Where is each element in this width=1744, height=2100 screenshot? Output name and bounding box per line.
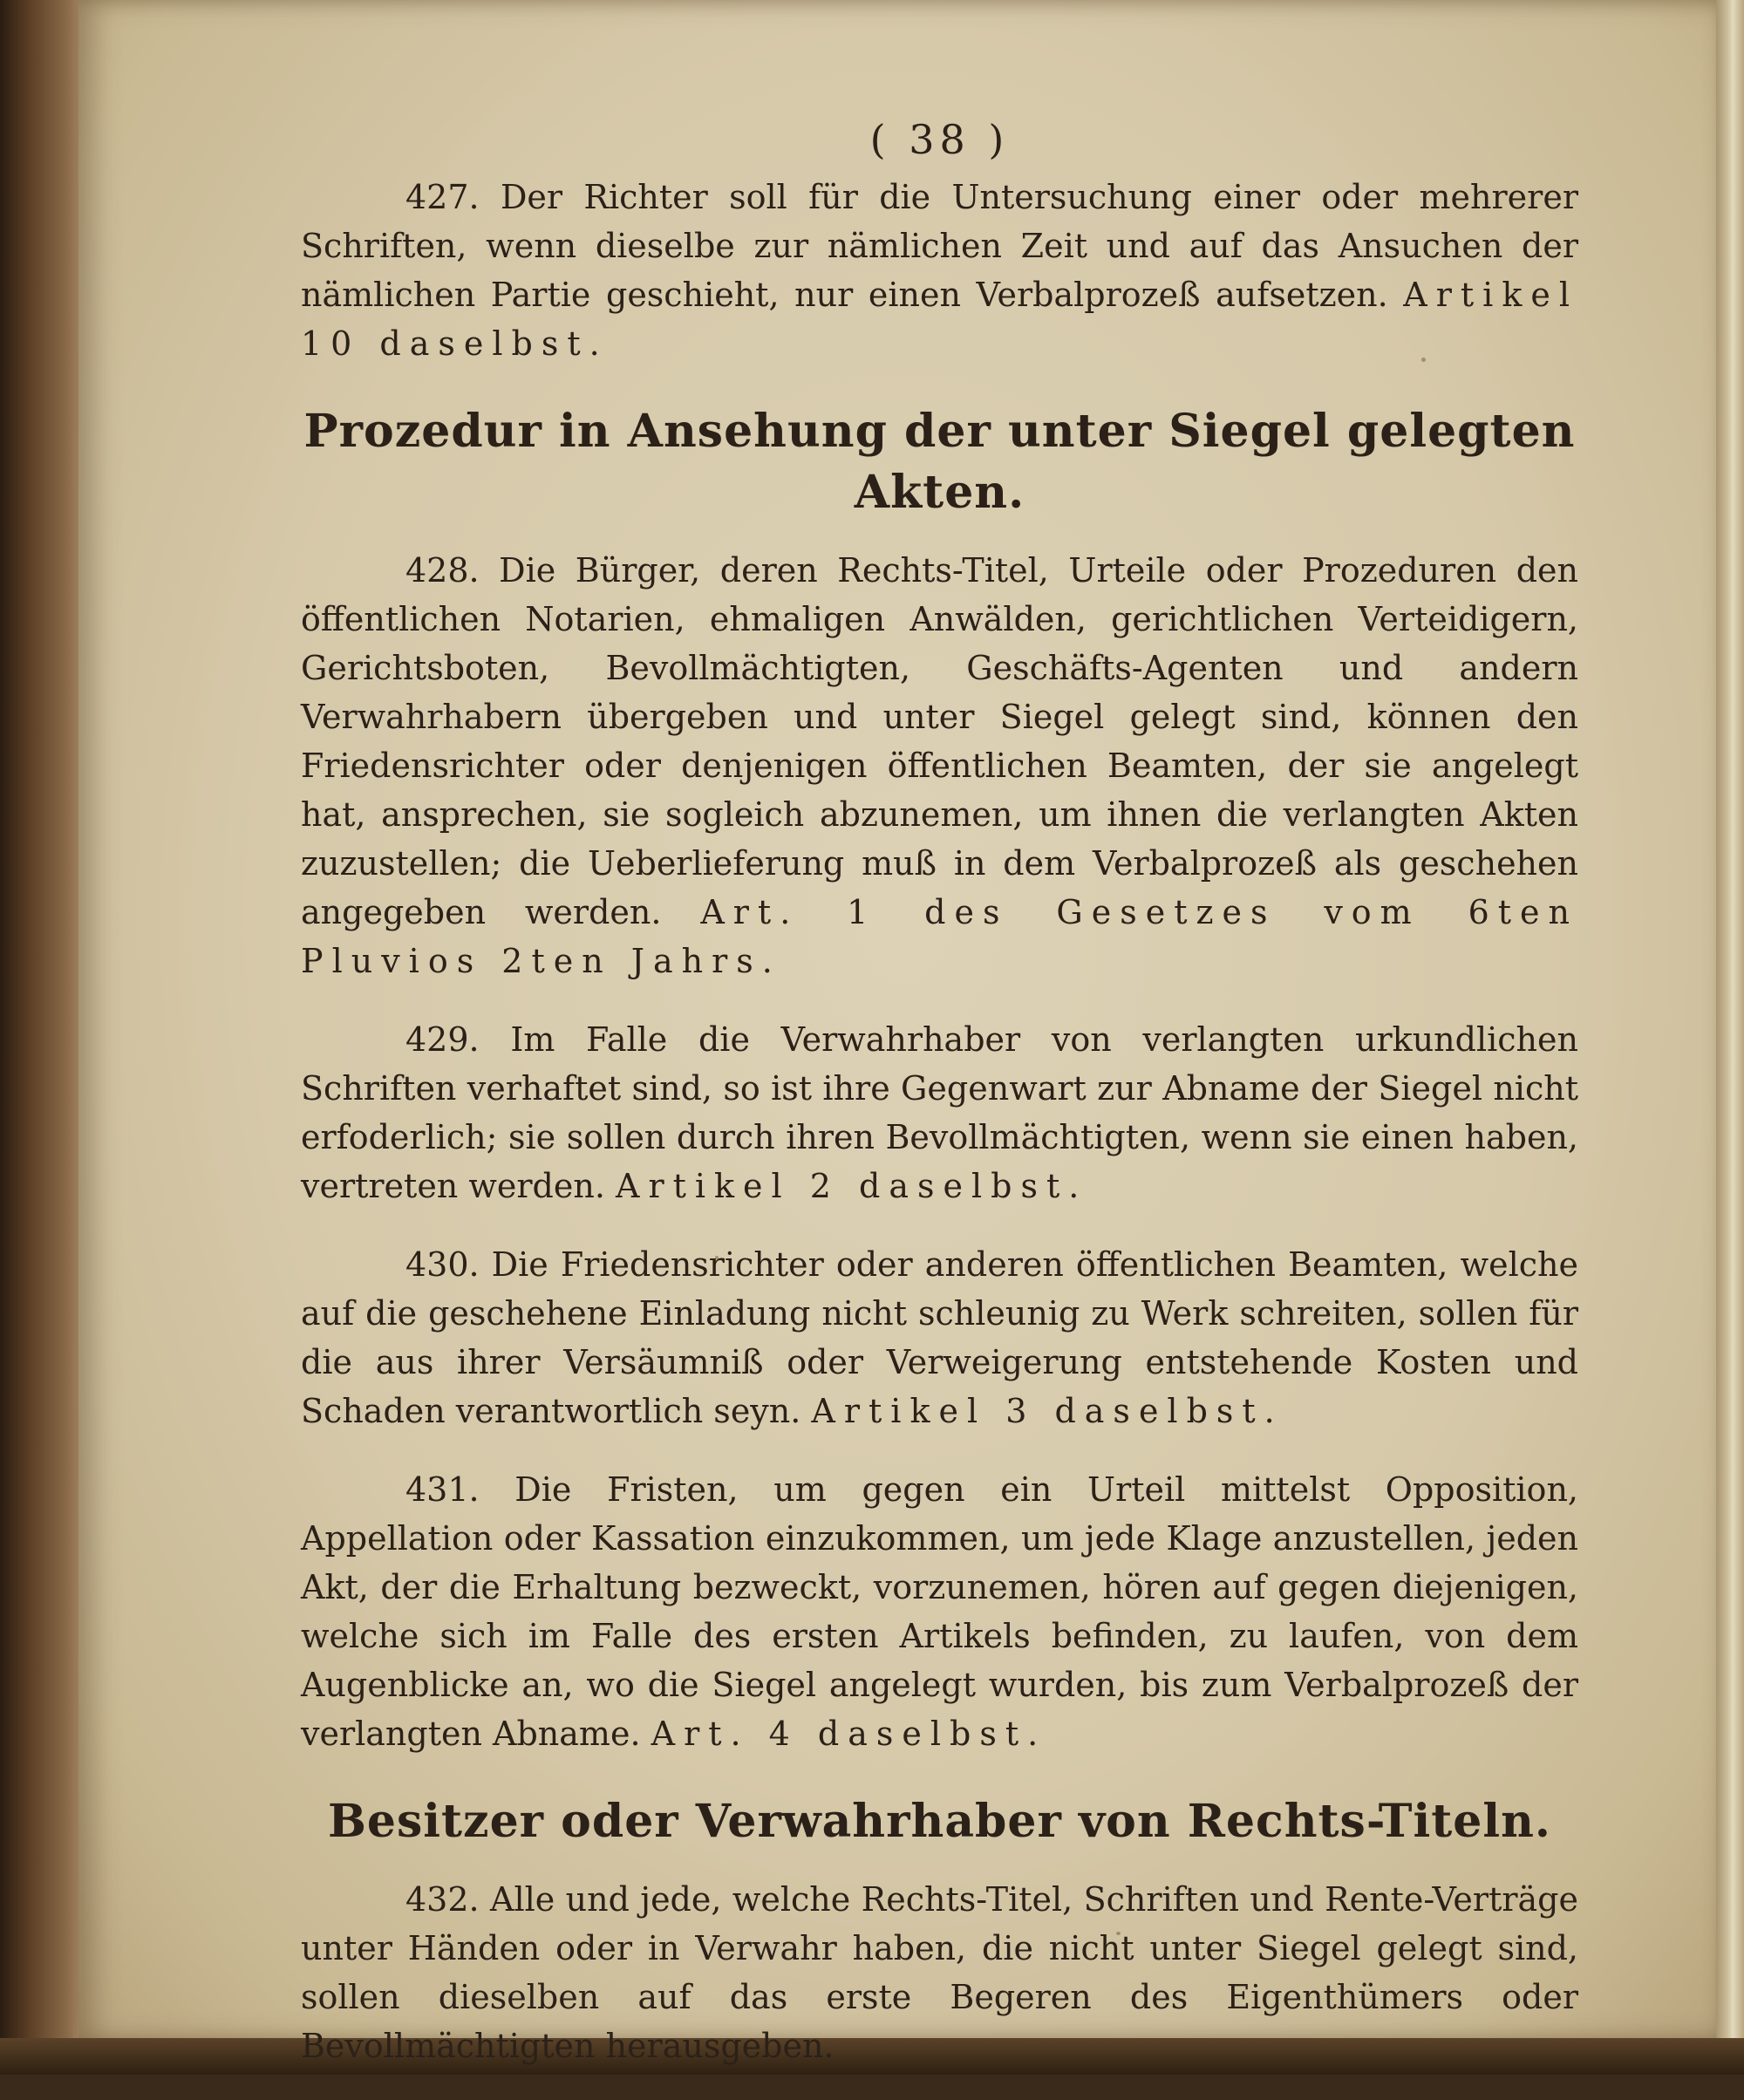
paragraph-number: 430. [405, 1245, 480, 1284]
paragraph-text: Die Friedensrichter oder anderen öffentlichen Beamten, welche auf die geschehene Einladung nicht schleunig zu Werk schreiten, sollen für die aus ihrer Versäumniß oder Verweigerung entstehende Kosten und Schaden verantwortlich seyn. [301, 1245, 1578, 1430]
page-content [301, 113, 1578, 2100]
article-reference: Art. 1 des Gesetzes vom 6ten Pluvios 2ten Jahrs. [301, 893, 1578, 980]
paragraph-number: 429. [405, 1020, 480, 1059]
paragraph-428 [301, 546, 1578, 985]
paragraph-432 [301, 1875, 1578, 2070]
page-edge-right [1716, 0, 1744, 2075]
section-heading-sealed-acts: Prozedur in Ansehung der unter Siegel gelegten Akten. [303, 405, 1576, 519]
article-reference: Artikel 10 daselbst. [301, 276, 1578, 363]
paragraph-text: Die Bürger, deren Rechts-Titel, Urteile oder Prozeduren den öffentlichen Notarien, ehmaligen Anwälden, gerichtlichen Verteidigern, Gerichtsboten, Bevollmächtigten, Geschäfts-Agenten und andern Verwahrhabern übergeben und unter Siegel gelegt sind, können den Friedensrichter oder denjenigen öffentlichen Beamten, der sie angelegt hat, ansprechen, sie sogleich abzunemen, um ihnen die verlangten Akten zuzustellen; die Ueberlieferung muß in dem Verbalprozeß als geschehen angegeben werden. [301, 551, 1578, 931]
paragraph-number: 432. [405, 1880, 480, 1919]
article-reference: Art. 4 daselbst. [651, 1715, 1047, 1753]
paragraph-text: Die Fristen, um gegen ein Urteil mittelst Opposition, Appellation oder Kassation einzukommen, um jede Klage anzustellen, jeden Akt, der die Erhaltung bezweckt, vorzunemen, hören auf gegen diejenigen, welche sich im Falle des ersten Artikels befinden, zu laufen, von dem Augenblicke an, wo die Siegel angelegt wurden, bis zum Verbalprozeß der verlangten Abname. [301, 1470, 1578, 1753]
paragraph-429 [301, 1015, 1578, 1210]
paragraph-text: Alle und jede, welche Rechts-Titel, Schriften und Rente-Verträge unter Händen oder in Verwahr haben, die nicht unter Siegel gelegt sind, sollen dieselben auf das erste Begeren des Eigenthümers oder Bevollmächtigten herausgeben. [301, 1880, 1578, 2065]
paragraph-text: Der Richter soll für die Untersuchung einer oder mehrerer Schriften, wenn dieselbe zur nämlichen Zeit und auf das Ansuchen der nämlichen Partie geschieht, nur einen Verbalprozeß aufsetzen. [301, 178, 1578, 314]
paragraph-number: 428. [405, 551, 480, 590]
paragraph-427 [301, 173, 1578, 368]
paragraph-430 [301, 1240, 1578, 1435]
paragraph-text: Im Falle die Verwahrhaber von verlangten urkundlichen Schriften verhaftet sind, so ist ihre Gegenwart zur Abname der Siegel nicht erfoderlich; sie sollen durch ihren Bevollmächtigten, wenn sie einen haben, vertreten werden. [301, 1020, 1578, 1205]
section-heading-holders-of-titles: Besitzer oder Verwahrhaber von Rechts-Titeln. [327, 1795, 1552, 1848]
paragraph-431 [301, 1465, 1578, 1758]
paragraph-number: 427. [405, 178, 480, 216]
article-reference: Artikel 3 daselbst. [811, 1392, 1284, 1430]
page-number: ( 38 ) [869, 116, 1010, 163]
paragraph-number: 431. [405, 1470, 480, 1509]
article-reference: Artikel 2 daselbst. [616, 1167, 1088, 1205]
